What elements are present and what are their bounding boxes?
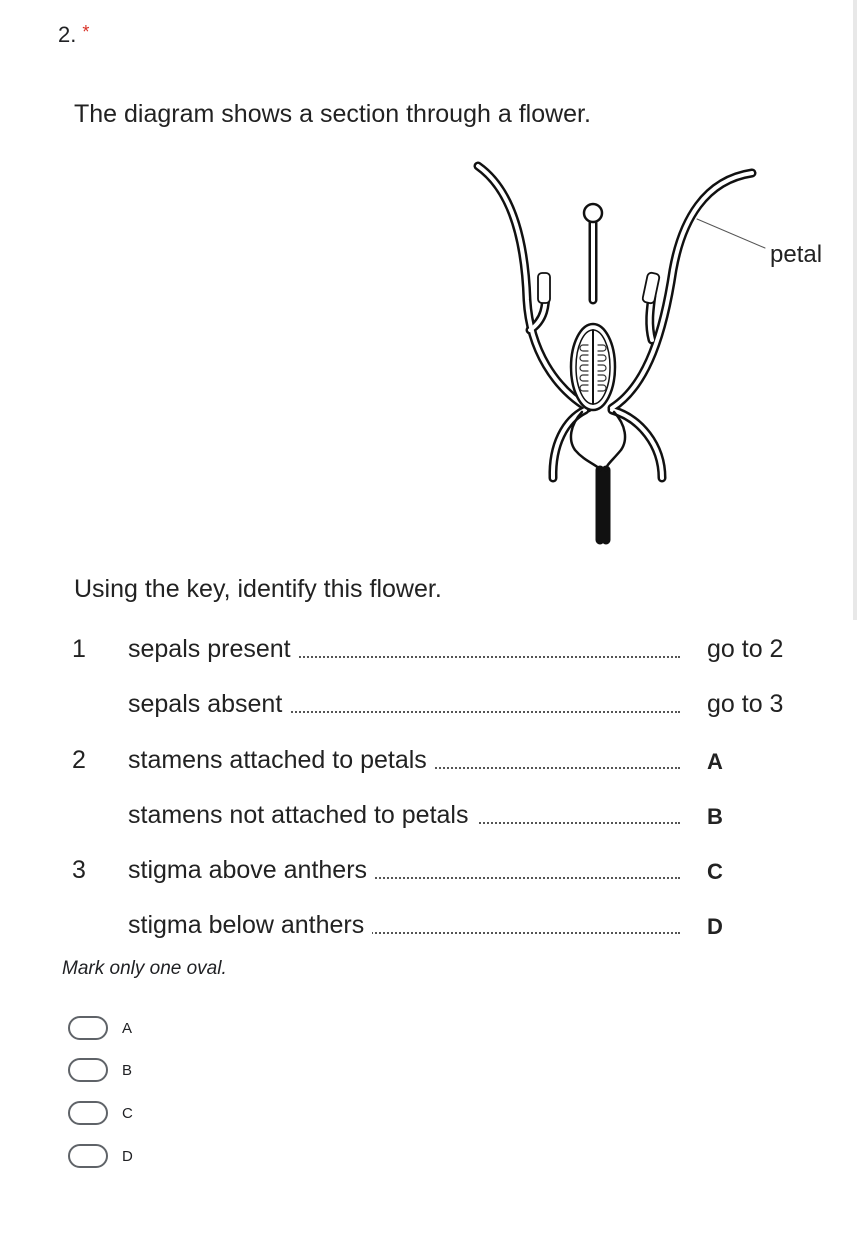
key-row: 1 sepals present go to 2: [72, 635, 784, 663]
required-asterisk: *: [82, 22, 90, 42]
question-intro: The diagram shows a section through a flower.: [74, 100, 591, 128]
key-row: stamens not attached to petals B: [128, 801, 723, 829]
petal-label: petal: [770, 241, 823, 268]
option-b[interactable]: B: [68, 1058, 132, 1082]
key-row: 2 stamens attached to petals A: [72, 746, 723, 774]
key-row: sepals absent go to 3: [128, 690, 784, 718]
radio-oval[interactable]: [68, 1101, 108, 1125]
question-prompt: Using the key, identify this flower.: [74, 575, 442, 603]
flower-diagram: [460, 150, 857, 550]
option-d[interactable]: D: [68, 1144, 133, 1168]
option-a[interactable]: A: [68, 1016, 132, 1040]
option-c[interactable]: C: [68, 1101, 133, 1125]
radio-oval[interactable]: [68, 1144, 108, 1168]
instruction-text: Mark only one oval.: [62, 958, 227, 979]
key-row: 3 stigma above anthers C: [72, 856, 723, 884]
radio-oval[interactable]: [68, 1016, 108, 1040]
radio-oval[interactable]: [68, 1058, 108, 1082]
key-row: stigma below anthers D: [128, 911, 723, 939]
question-number: 2. *: [58, 22, 90, 47]
